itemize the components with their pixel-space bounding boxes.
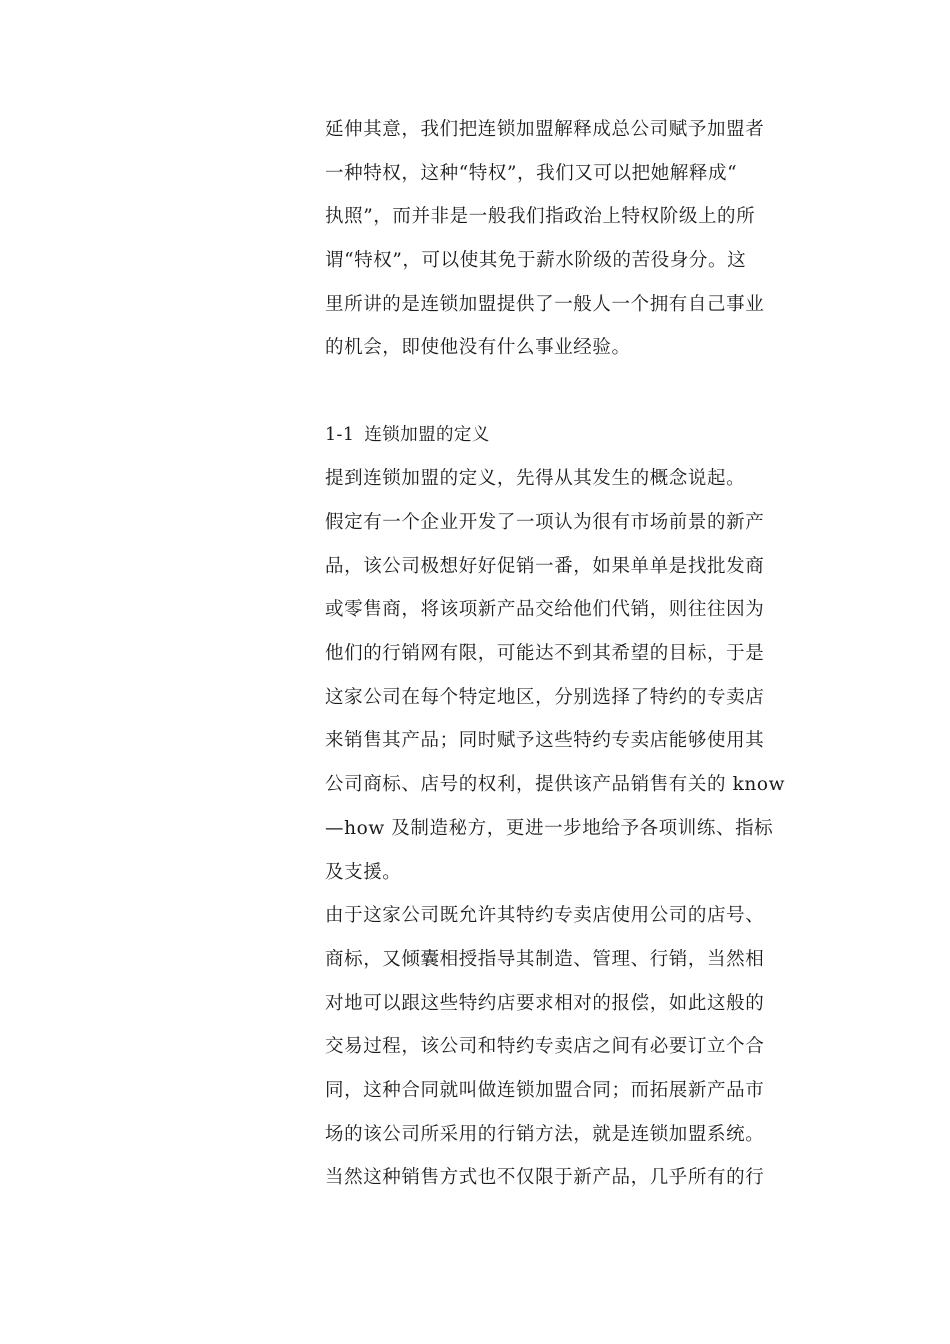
intro-line: 一种特权，这种“特权”，我们又可以把她解释成“ bbox=[325, 162, 738, 184]
body-line: 对地可以跟这些特约店要求相对的报偿，如此这般的 bbox=[325, 992, 765, 1014]
section-title: 连锁加盟的定义 bbox=[364, 424, 490, 445]
body-line: 及支援。 bbox=[325, 861, 402, 883]
body-line: 商标，又倾囊相授指导其制造、管理、行销，当然相 bbox=[325, 948, 765, 970]
intro-line: 里所讲的是连锁加盟提供了一般人一个拥有自己事业 bbox=[325, 293, 765, 315]
body-line: 假定有一个企业开发了一项认为很有市场前景的新产 bbox=[325, 512, 765, 533]
body-line: 来销售其产品；同时赋予这些特约专卖店能够使用其 bbox=[325, 730, 765, 752]
section-number: 1-1 bbox=[325, 424, 355, 445]
body-line: 这家公司在每个特定地区，分别选择了特约的专卖店 bbox=[325, 686, 765, 708]
paragraph-gap bbox=[325, 370, 825, 414]
body-line: 当然这种销售方式也不仅限于新产品，几乎所有的行 bbox=[325, 1167, 765, 1189]
body-line: 他们的行销网有限，可能达不到其希望的目标，于是 bbox=[325, 643, 765, 665]
body-line: 由于这家公司既允许其特约专卖店使用公司的店号、 bbox=[325, 905, 765, 927]
body-line: 提到连锁加盟的定义，先得从其发生的概念说起。 bbox=[325, 468, 746, 490]
intro-line: 的机会，即使他没有什么事业经验。 bbox=[325, 337, 631, 359]
body-line: 品，该公司极想好好促销一番，如果单单是找批发商 bbox=[325, 555, 765, 577]
body-line: 或零售商，将该项新产品交给他们代销，则往往因为 bbox=[325, 599, 765, 621]
body-line: 场的该公司所采用的行销方法，就是连锁加盟系统。 bbox=[325, 1123, 765, 1145]
section-heading bbox=[325, 414, 825, 458]
intro-line: 延伸其意，我们把连锁加盟解释成总公司赋予加盟者 bbox=[325, 119, 765, 140]
body-line: 交易过程，该公司和特约专卖店之间有必要订立个合 bbox=[325, 1036, 765, 1058]
intro-line: 谓“特权”，可以使其免于薪水阶级的苦役身分。这 bbox=[325, 250, 747, 272]
body-line: —how 及制造秘方，更进一步地给予各项训练、指标 bbox=[325, 817, 774, 839]
text-column bbox=[325, 108, 825, 1200]
intro-line: 执照”，而并非是一般我们指政治上特权阶级上的所 bbox=[325, 206, 756, 228]
body-line: 公司商标、店号的权利，提供该产品销售有关的 know bbox=[325, 774, 786, 796]
body-line: 同，这种合同就叫做连锁加盟合同；而拓展新产品市 bbox=[325, 1079, 765, 1101]
